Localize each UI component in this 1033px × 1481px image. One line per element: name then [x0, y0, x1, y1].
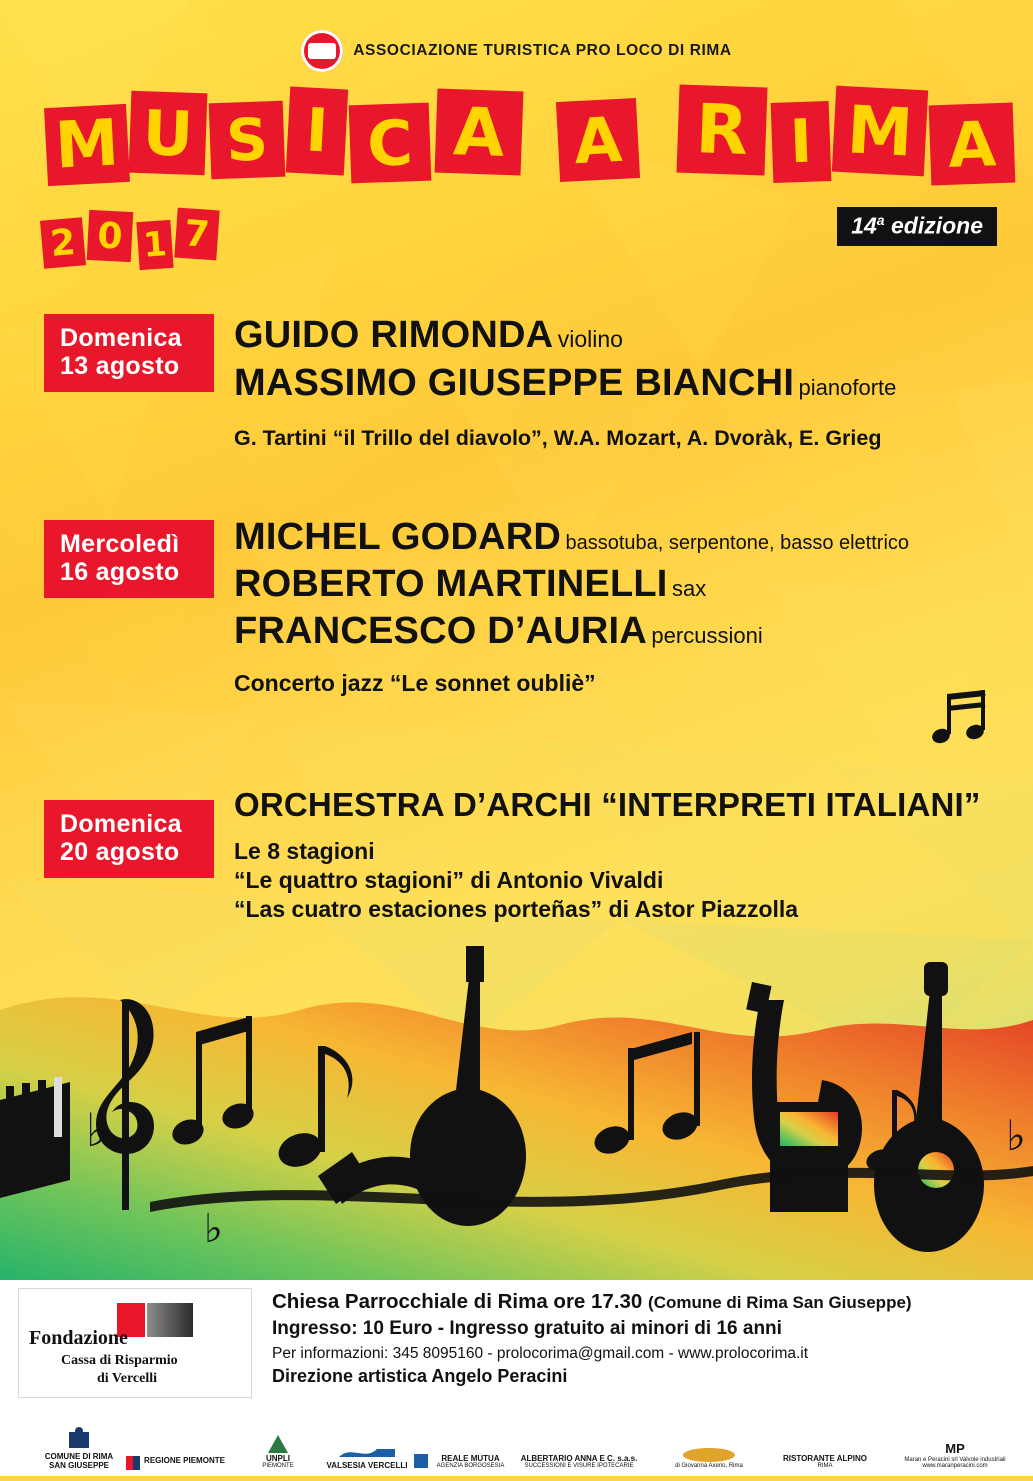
title-letter-R: R — [676, 84, 767, 175]
title-letter-M2: M — [832, 86, 928, 177]
sponsor-logo-2 — [126, 1456, 226, 1470]
date-badge-1-day: Domenica — [60, 324, 182, 352]
event-2-artist-3-name: FRANCESCO D’AURIA — [234, 609, 647, 652]
venue-text: Chiesa Parrocchiale di Rima ore 17.30 — [272, 1290, 643, 1313]
year-digit-7: 7 — [174, 208, 219, 261]
sponsor-logo-7-sub: di Giovanna Axerio, Rima — [675, 1463, 743, 1470]
title-letter-A2: A — [556, 98, 640, 182]
poster-year — [42, 205, 242, 275]
main-sponsor-logo — [18, 1288, 252, 1398]
title-letter-A3: A — [929, 103, 1016, 186]
sponsor-logo-3-title: UNPLI — [266, 1454, 290, 1464]
sponsor-logo-8 — [770, 1454, 880, 1470]
event-3-artist-1-name: ORCHESTRA D’ARCHI “INTERPRETI ITALIANI” — [234, 786, 981, 823]
instruments-silhouette — [0, 850, 1033, 1280]
sponsor-logo-9-title: MP — [945, 1440, 965, 1456]
event-2-program: Concerto jazz “Le sonnet oubliè” — [234, 669, 596, 696]
pro-loco-rima-logo — [301, 30, 343, 72]
date-badge-2 — [44, 520, 214, 598]
event-1-artist-1 — [234, 316, 1014, 356]
main-sponsor-line-3: di Vercelli — [97, 1371, 158, 1386]
date-badge-3-date: 20 agosto — [60, 838, 180, 866]
event-1-block — [234, 316, 1014, 451]
svg-text:♭: ♭ — [86, 1103, 108, 1157]
venue-line — [272, 1290, 1012, 1314]
edition-sup: a — [876, 212, 885, 228]
music-notes-decoration — [901, 690, 991, 757]
poster-title — [38, 78, 1008, 208]
title-letter-S: S — [209, 101, 286, 180]
sponsor-logo-2-title: REGIONE PIEMONTE — [144, 1456, 225, 1465]
main-sponsor-mark-grey — [147, 1303, 193, 1337]
event-2-block — [234, 518, 1024, 697]
sponsor-logo-8-title: RISTORANTE ALPINO — [782, 1454, 867, 1464]
sponsor-logo-1-title: COMUNE DI RIMA SAN GIUSEPPE — [44, 1451, 114, 1470]
venue-note: (Comune di Rima San Giuseppe) — [648, 1293, 912, 1312]
event-3-program-line-2: “Le quattro stagioni” di Antonio Vivaldi — [234, 867, 664, 893]
event-2-artist-2-instrument: sax — [672, 575, 707, 601]
sponsor-logo-9-sub: Maran e Peracini srl Valvole industriali www.maranperacini.com — [904, 1456, 1006, 1470]
event-1-artist-1-instrument: violino — [557, 326, 623, 352]
main-sponsor-line-2: Cassa di Risparmio — [61, 1353, 178, 1368]
event-3-program-line-3: “Las cuatro estaciones porteñas” di Astor Piazzolla — [234, 896, 799, 922]
title-letter-U: U — [129, 91, 208, 176]
year-digit-2: 2 — [40, 217, 86, 268]
event-2-artist-2 — [234, 562, 1024, 605]
sponsor-logo-5 — [414, 1454, 510, 1470]
year-digit-1: 1 — [136, 220, 173, 270]
sponsor-logo-8-sub: RIMA — [817, 1463, 833, 1470]
sponsor-logo-6-sub: SUCCESSIONI E VISURE IPOTECARIE — [524, 1463, 634, 1470]
event-2-artist-3-instrument: percussioni — [651, 622, 763, 648]
event-2-artist-2-name: ROBERTO MARTINELLI — [234, 562, 668, 605]
date-badge-2-day: Mercoledì — [60, 530, 180, 558]
event-1-artist-2-instrument: pianoforte — [798, 374, 897, 400]
svg-text:♭: ♭ — [204, 1206, 223, 1252]
event-1-program: G. Tartini “il Trillo del diavolo”, W.A. Mozart, A. Dvoràk, E. Grieg — [234, 425, 882, 450]
sponsor-logo-7 — [654, 1447, 764, 1470]
footer — [0, 1280, 1033, 1476]
sponsor-logo-1 — [44, 1426, 114, 1470]
footer-info — [272, 1290, 1012, 1387]
association-name: ASSOCIAZIONE TURISTICA PRO LOCO DI RIMA — [353, 42, 732, 59]
date-badge-3-day: Domenica — [60, 810, 182, 838]
event-2-artist-1 — [234, 518, 1024, 558]
artistic-direction-line: Direzione artistica Angelo Peracini — [272, 1366, 568, 1386]
sponsor-logo-5-sub: AGENZIA BORGOSESIA — [436, 1463, 505, 1470]
year-digit-0: 0 — [87, 210, 134, 262]
title-letter-I2: I — [771, 101, 832, 183]
edition-number: 14 — [851, 212, 877, 239]
main-sponsor-line-1: Fondazione — [29, 1327, 128, 1349]
edition-badge — [837, 207, 997, 246]
event-3-program-line-1: Le 8 stagioni — [234, 838, 375, 864]
title-letter-I: I — [286, 87, 348, 176]
date-badge-2-date: 16 agosto — [60, 558, 180, 586]
date-badge-1 — [44, 314, 214, 392]
contacts-line: Per informazioni: 345 8095160 - prolocorima@gmail.com - www.prolocorima.it — [272, 1345, 809, 1362]
title-letter-A: A — [435, 89, 524, 176]
sponsor-logo-3 — [238, 1434, 318, 1470]
title-letter-M: M — [44, 104, 130, 186]
sponsor-logo-5-title: REALE MUTUA — [441, 1454, 500, 1464]
sponsor-logo-4 — [322, 1443, 412, 1470]
event-2-artist-1-instrument: bassotuba, serpentone, basso elettrico — [565, 532, 910, 554]
price-line: Ingresso: 10 Euro - Ingresso gratuito ai minori di 16 anni — [272, 1318, 782, 1339]
sponsor-logo-4-title: VALSESIA VERCELLI — [326, 1460, 408, 1470]
event-2-artist-3 — [234, 609, 1024, 652]
sponsor-logo-9 — [890, 1442, 1020, 1470]
event-1-artist-1-name: GUIDO RIMONDA — [234, 314, 554, 356]
sponsor-logo-6 — [514, 1454, 644, 1470]
sponsor-logo-6-title: ALBERTARIO ANNA E C. s.a.s. — [520, 1454, 638, 1464]
event-1-artist-2 — [234, 361, 1014, 404]
sponsor-strip — [14, 1420, 1019, 1472]
edition-word: edizione — [890, 212, 983, 239]
svg-text:♭: ♭ — [1006, 1111, 1026, 1160]
sponsor-logo-3-sub: PIEMONTE — [262, 1463, 294, 1470]
association-header — [0, 30, 1033, 72]
event-1-artist-2-name: MASSIMO GIUSEPPE BIANCHI — [234, 361, 795, 404]
event-2-artist-1-name: MICHEL GODARD — [234, 516, 562, 558]
date-badge-1-date: 13 agosto — [60, 352, 180, 380]
title-letter-C: C — [349, 103, 432, 184]
